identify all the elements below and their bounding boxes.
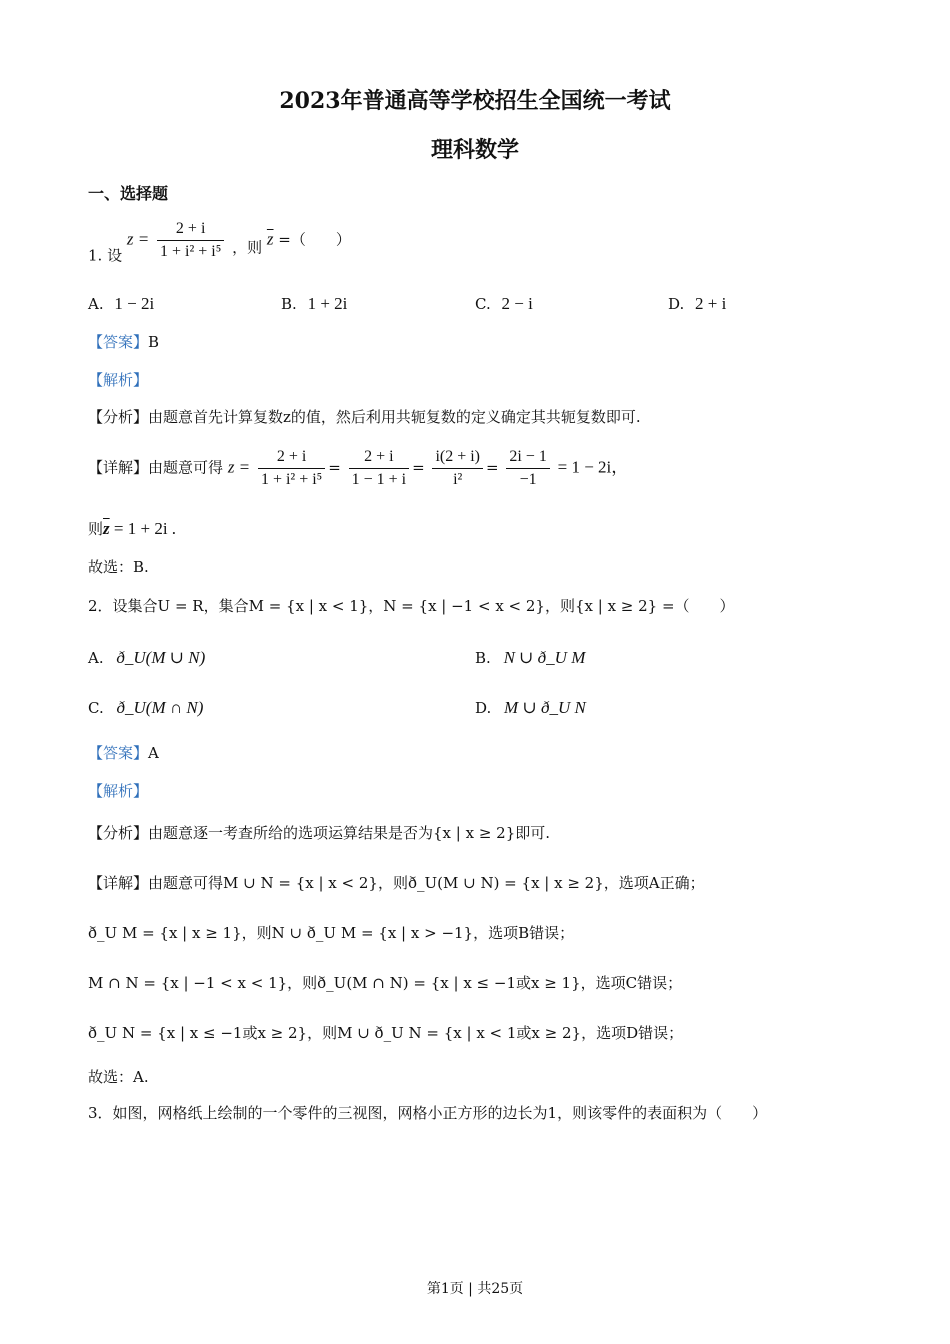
q3-stem: 3．如图，网格纸上绘制的一个零件的三视图，网格小正方形的边长为1，则该零件的表面积为（ ） <box>88 1104 768 1122</box>
answer-value: B <box>148 333 160 351</box>
answer-tag: 【答案】 <box>88 744 149 762</box>
q2-stem: 2．设集合U = R，集合M = {x | x < 1}，N = {x | −1 < x < 2}，则{x | x ≥ 2} =（ ） <box>88 597 735 615</box>
q1-jiexi-tag: 【解析】 <box>88 371 149 389</box>
page-subtitle: 理科数学 <box>430 137 519 163</box>
q1-option-c[interactable] <box>475 294 533 314</box>
detail-frac-4 <box>506 448 549 489</box>
q2-detail-2: ð_U M = {x | x ≥ 1}，则N ∪ ð_U M = {x | x > −1}，选项B错误； <box>88 924 575 942</box>
frac-num: 2i − 1 <box>509 448 547 465</box>
frac-num: 2 + i <box>276 448 307 465</box>
q2-choose: 故选：A. <box>88 1068 149 1086</box>
option-text: ð_U(M ∪ N) <box>116 648 206 667</box>
q1-zbar: $\overline{z}$ <box>266 229 274 249</box>
answer-value: A <box>148 744 159 762</box>
q1-suffix: ，则 <box>232 238 263 257</box>
option-label: D. <box>668 295 685 313</box>
q1-z-eq: z = <box>126 229 150 249</box>
frac-den: 1 − 1 + i <box>349 468 410 489</box>
analysis-tag: 【分析】 <box>88 824 149 842</box>
detail-result: = 1 − 2i， <box>557 457 629 477</box>
option-text: 1 − 2i <box>114 294 155 313</box>
option-label: D. <box>475 699 492 717</box>
detail-frac-1 <box>258 448 325 489</box>
analysis-tag: 【分析】 <box>88 408 149 426</box>
detail-frac-2 <box>349 448 410 489</box>
detail-z: z = <box>227 457 251 477</box>
q1-frac-num: 2 + i <box>175 220 206 237</box>
q1-option-a[interactable] <box>88 294 154 314</box>
option-text: 2 − i <box>501 294 533 313</box>
frac-num: 2 + i <box>364 448 394 465</box>
analysis-text: 由题意逐一考查所给的选项运算结果是否为{x | x ≥ 2}即可. <box>148 824 551 842</box>
q2-analysis <box>88 822 550 843</box>
detail-text: 由题意可得M ∪ N = {x | x < 2}，则ð_U(M ∪ N) = {x | x ≥ 2}，选项A正确； <box>148 874 705 892</box>
frac-den: 1 + i² + i⁵ <box>258 468 325 489</box>
page-title: 2023年普通高等学校招生全国统一考试 <box>279 88 671 114</box>
q2-detail-1 <box>88 872 705 893</box>
q1-detail: 【详解】由题意可得 z = $\frac{2 + i}{\text{1 + i² + i⁵}}$ = $\frac{2 + i}{1 - 1 + i}$ = $\frac{i(2 + i)}{\text{i²}}$ = $\frac{2i - 1}{-1}$ = 1 − 2i， <box>88 448 629 488</box>
option-label: C. <box>475 295 491 313</box>
frac-den: −1 <box>506 468 549 489</box>
option-text: 2 + i <box>695 294 727 313</box>
q1-answer <box>88 331 159 352</box>
q2-option-b[interactable] <box>475 648 585 668</box>
then-zbar: $\overline{z}$ <box>103 519 110 538</box>
section-heading: 一、选择题 <box>88 184 169 203</box>
q1-option-d[interactable] <box>668 294 726 314</box>
page-footer: 第1页 | 共25页 <box>426 1281 524 1297</box>
frac-den: i² <box>432 468 483 489</box>
answer-tag: 【答案】 <box>88 333 149 351</box>
option-label: C. <box>88 699 104 717</box>
q1-option-b[interactable] <box>281 294 347 314</box>
q1-choose: 故选：B. <box>88 558 149 576</box>
q2-detail-4: ð_U N = {x | x ≤ −1或x ≥ 2}，则M ∪ ð_U N = {x | x < 1或x ≥ 2}，选项D错误； <box>88 1024 684 1042</box>
option-text: ð_U(M ∩ N) <box>116 698 204 717</box>
q2-detail-3: M ∩ N = {x | −1 < x < 1}，则ð_U(M ∩ N) = {x | x ≤ −1或x ≥ 1}，选项C错误； <box>88 974 683 992</box>
q2-option-c[interactable] <box>88 698 203 718</box>
detail-frac-3 <box>432 448 483 489</box>
q1-eq-paren: =（ ） <box>278 230 351 249</box>
q2-answer <box>88 742 159 763</box>
option-label: A. <box>88 649 104 667</box>
q1-prefix: 1. 设 <box>88 246 123 265</box>
detail-tag: 【详解】 <box>88 874 149 892</box>
q2-option-a[interactable] <box>88 648 205 668</box>
q1-stem <box>88 220 351 266</box>
q1-analysis <box>88 406 641 427</box>
analysis-text: 由题意首先计算复数z的值，然后利用共轭复数的定义确定其共轭复数即可. <box>148 408 641 426</box>
then-prefix: 则 <box>88 520 104 538</box>
q1-fraction <box>157 220 224 261</box>
detail-tag: 【详解】 <box>88 458 149 477</box>
q2-jiexi-tag: 【解析】 <box>88 782 149 800</box>
frac-num: i(2 + i) <box>435 448 481 465</box>
option-label: B. <box>475 649 491 667</box>
detail-prefix: 由题意可得 <box>148 458 224 477</box>
option-text: M ∪ ð_U N <box>504 698 586 717</box>
q2-option-d[interactable] <box>475 698 586 718</box>
q1-frac-den: 1 + i² + i⁵ <box>157 240 224 261</box>
option-text: 1 + 2i <box>307 294 348 313</box>
option-text: N ∪ ð_U M <box>503 648 586 667</box>
option-label: B. <box>281 295 297 313</box>
then-rest: = 1 + 2i . <box>109 519 177 538</box>
q1-then <box>88 518 176 539</box>
option-label: A. <box>88 295 104 313</box>
